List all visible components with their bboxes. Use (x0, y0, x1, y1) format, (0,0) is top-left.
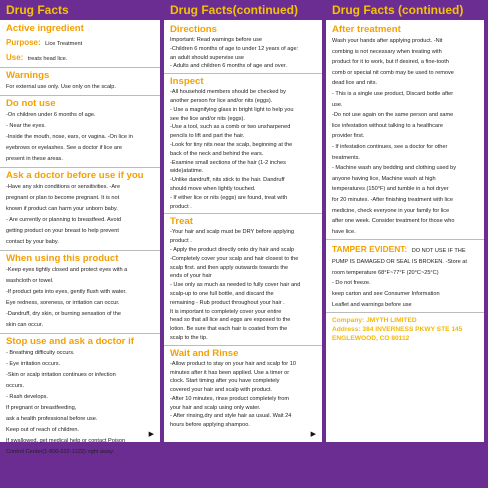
directions-text (170, 36, 316, 71)
panel-title: Drug Facts (continued) (326, 0, 484, 20)
divider (0, 167, 160, 168)
text-line: - Machine wash any bedding and clothing used by (332, 165, 457, 172)
wait-rinse-heading: Wait and Rinse (170, 347, 239, 359)
text-line: Leaflet and warnings before use (332, 301, 412, 308)
drug-facts-panel-2 (164, 0, 322, 442)
text-line: -Dandruff, dry skin, or burning sensation of the (6, 311, 121, 317)
treat-heading: Treat (170, 216, 193, 228)
divider (164, 345, 322, 346)
text-line: known if product can harm your unborn baby. (6, 206, 118, 212)
wait-rinse-text (170, 360, 316, 430)
text-line: comb or special nit comb may be used to remove (332, 69, 454, 76)
text-line: an adult should supervise use (170, 54, 245, 61)
text-line: -Allow product to stay on your hair and scalp for 10 (170, 360, 296, 367)
panel-title: Drug Facts(continued) (164, 0, 322, 20)
use-line (6, 50, 154, 65)
drug-facts-panel-1 (0, 0, 160, 455)
text-line: skin can occur. (6, 322, 43, 328)
company-address: Address: 384 INVERNESS PKWY STE 145 (332, 326, 463, 334)
text-line: after one week. Consider treatment for those who (332, 218, 455, 225)
text-line: - Do not freeze. (332, 280, 371, 287)
text-line: back of the neck and behind the ears. (170, 150, 264, 157)
text-line: - Rash develops. (6, 394, 48, 400)
text-line: If swallowed, get medical help or contact Poison (6, 438, 126, 444)
text-line: covered your hair and scalp with product. (170, 387, 272, 394)
text-line: Important: Read warnings before use (170, 37, 263, 43)
tamper-line (332, 242, 478, 257)
drug-facts-panel-3 (326, 0, 484, 442)
when-using-text (6, 265, 154, 331)
divider (164, 213, 322, 214)
purpose-label: Purpose: (6, 38, 41, 47)
divider (164, 73, 322, 74)
text-line: - Breathing difficulty occurs. (6, 350, 75, 356)
tamper-first: DO NOT USE IF THE (411, 248, 466, 255)
text-line: your hair and scalp using only water. (170, 404, 261, 411)
text-line: getting product on your breast to help prevent (6, 228, 119, 234)
warnings-text: For external use only. Use only on the scalp. (6, 84, 116, 90)
text-line: - Are currently or planning to breastfeed. Avoid (6, 217, 121, 223)
text-line: pregnant or plan to become pregnant. It is not (6, 195, 120, 201)
company-info (332, 316, 478, 343)
text-line: Keep out of reach of children. (6, 427, 80, 433)
text-line: temperatures (150°F) and tumble in a hot dryer (332, 186, 449, 193)
text-line: present in these areas. (6, 156, 63, 162)
text-line: use. (332, 101, 343, 108)
text-line: -Your hair and scalp must be DRY before applying (170, 229, 294, 236)
text-line: - If infestation continues, see a doctor for other (332, 143, 448, 150)
ask-doctor-text (6, 182, 154, 248)
stop-use-heading: Stop use and ask a doctor if (6, 336, 134, 347)
text-line: treatments. (332, 154, 360, 161)
text-line: keep carton and see Consumer Information (332, 291, 440, 298)
text-line: -Have any skin conditions or sensitivities. -Are (6, 184, 121, 190)
text-line: wide)atatime. (170, 168, 204, 175)
tamper-text (332, 257, 478, 310)
divider (0, 67, 160, 68)
text-line: eyebrows or eyelashes. See a doctor if lice are (6, 145, 122, 151)
text-line: -After 10 minutes, rinse product completely from (170, 395, 290, 402)
text-line: clock. Start timing after you have completely (170, 378, 280, 385)
text-line: - After rinsing,dry and style hair as usual. Wait 24 (170, 413, 292, 420)
text-line: another person for lice and/or nits (eggs). (170, 97, 273, 104)
tamper-heading: TAMPER EVIDENT: (332, 244, 408, 255)
company-city: ENGLEWOOD, CO 80112 (332, 335, 410, 343)
do-not-use-text (6, 110, 154, 165)
text-line: dead lice and nits. (332, 80, 378, 87)
text-line: -Inside the mouth, nose, ears, or vagina. -On lice in (6, 134, 133, 140)
text-line: washcloth or towel. (6, 278, 54, 284)
ask-doctor-heading: Ask a doctor before use if you (6, 170, 144, 181)
text-line: should move when lightly touched. (170, 185, 256, 192)
text-line: PUMP IS DAMAGED OR SEAL IS BROKEN. -Store at (332, 259, 467, 266)
text-line: -Completely cover your scalp and hair closest to the (170, 255, 299, 262)
text-line: It is important to completely cover your entire (170, 308, 282, 315)
divider (0, 333, 160, 334)
text-line: remaining - Rub product throughout your hair . (170, 299, 285, 306)
text-line: -Do not use again on the same person and same (332, 112, 454, 119)
text-line: pencils to lift and part the hair. (170, 133, 245, 140)
text-line: -Keep eyes tightly closed and protect eyes with a (6, 267, 128, 273)
panel-title: Drug Facts (0, 0, 160, 20)
text-line: product for it to work, but if desired, a fine-tooth (332, 59, 449, 66)
text-line: see the lice and/or nits (eggs). (170, 115, 245, 122)
warnings-heading: Warnings (6, 70, 50, 81)
purpose-value: Lice Treatment (45, 41, 83, 47)
after-treatment-text (332, 36, 478, 237)
text-line: contact by your baby. (6, 239, 59, 245)
text-line: -Unlike dandruff, nits stick to the hair. Dandruff (170, 177, 285, 184)
text-line: -Look for tiny nits near the scalp, beginning at the (170, 141, 293, 148)
text-line: room temperature 68°F~77°F (20°C~25°C) (332, 269, 439, 276)
active-ingredient-heading: Active ingredient (6, 23, 84, 34)
text-line: -On children under 6 months of age. (6, 112, 96, 118)
text-line: anyone having lice, Machine wash at high (332, 175, 436, 182)
text-line: If pregnant or breastfeeding, (6, 405, 77, 411)
treat-text (170, 228, 316, 342)
text-line: - Apply the product directly onto dry hair and scalp (170, 246, 295, 253)
company-name: Company: JMYTH LIMITED (332, 317, 417, 325)
divider (326, 312, 484, 313)
inspect-text (170, 88, 316, 211)
text-line: - If either lice or nits (eggs) are found, treat with (170, 194, 288, 201)
text-line: provider first. (332, 133, 365, 140)
text-line: -If product gets into eyes, gently flush with water. (6, 289, 127, 295)
text-line: product . (170, 203, 192, 210)
text-line: Eye redness, soreness, or irritation can occur. (6, 300, 120, 306)
do-not-use-heading: Do not use (6, 98, 56, 109)
text-line: scalp-up to one full bottle, and discard the (170, 290, 274, 297)
continue-arrow-icon: ▶ (310, 431, 316, 438)
divider (0, 95, 160, 96)
text-line: - Eye irritation occurs. (6, 361, 61, 367)
stop-use-text (6, 348, 154, 458)
continue-arrow-icon: ▶ (148, 431, 154, 438)
use-value: treats head lice. (27, 56, 68, 62)
text-line: medicine, check everyone in your family for lice (332, 207, 450, 214)
after-treatment-heading: After treatment (332, 24, 401, 35)
directions-heading: Directions (170, 24, 217, 35)
text-line: combing is not necessary when treating with (332, 48, 442, 55)
text-line: hours before applying shampoo. (170, 422, 250, 429)
text-line: - Near the eyes. (6, 123, 46, 129)
inspect-heading: Inspect (170, 76, 204, 88)
text-line: scalp first. and then apply outwards towards the (170, 264, 289, 271)
purpose-line (6, 35, 154, 50)
text-line: lice infestation without talking to a healthcare (332, 122, 444, 129)
text-line: - Use a magnifying glass in bright light to help you (170, 106, 294, 113)
text-line: - This is a single use product, Discard bottle after (332, 90, 454, 97)
text-line: scalp to the tip. (170, 334, 208, 341)
divider (0, 250, 160, 251)
text-line: have lice. (332, 228, 356, 235)
text-line: -All household members should be checked by (170, 89, 286, 96)
text-line: ask a health professional before use. (6, 416, 98, 422)
text-line: -Children 6 months of age to under 12 years of age: (170, 45, 299, 52)
when-using-heading: When using this product (6, 253, 119, 264)
text-line: for 20 minutes. -After finishing treatment with lice (332, 196, 453, 203)
text-line: minutes after it has been applied. Use a timer or (170, 369, 290, 376)
text-line: Wash your hands after applying product. -Nit (332, 38, 443, 44)
text-line: -Use a tool, such as a comb or two unsharpened (170, 124, 291, 131)
text-line: -Examine small sections of the hair (1-2 inches (170, 159, 286, 166)
text-line: - Adults and children 6 months of age and over. (170, 63, 287, 70)
text-line: occurs. (6, 383, 25, 389)
text-line: product . (170, 238, 192, 245)
text-line: ends of your hair (170, 273, 212, 280)
use-label: Use: (6, 53, 24, 62)
text-line: lotion. Be sure that each hair is coated from the (170, 326, 288, 333)
text-line: head so that all lice and eggs are exposed to the (170, 317, 291, 324)
text-line: -Skin or scalp irritation continues or infection (6, 372, 116, 378)
text-line: Control Center(1-800-222-1222) right away. (6, 449, 115, 455)
divider (326, 239, 484, 240)
text-line: - Use only as much as needed to fully cover hair and (170, 282, 301, 289)
